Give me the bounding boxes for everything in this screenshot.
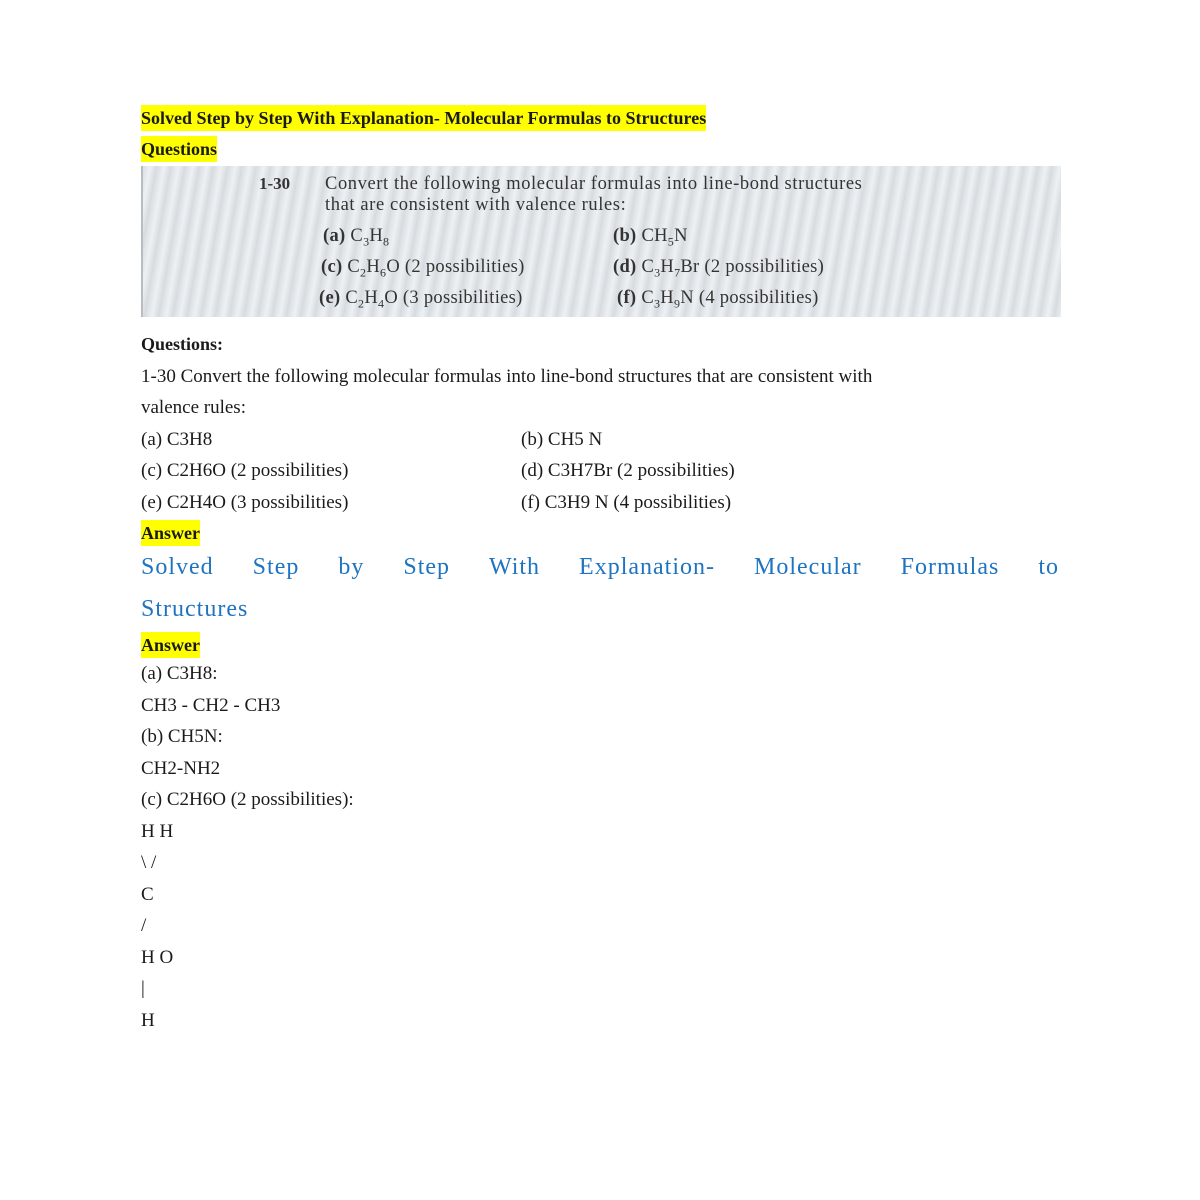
answer-line: (a) C3H8: <box>141 663 218 684</box>
document-page <box>141 105 1059 1036</box>
question-text-line-1: 1-30 Convert the following molecular formulas into line-bond structures that are consistent with <box>141 365 873 387</box>
problem-number: 1-30 <box>259 174 291 193</box>
answer-line: H O <box>141 946 174 968</box>
answer-line: CH3 - CH2 - CH3 <box>141 694 281 716</box>
blue-heading: Solved Step by Step With Explanation- Molecular Formulas to Structures <box>141 554 1059 622</box>
snapshot-item-e: (e) $C_2H_4O$ (3 possibilities) <box>319 288 523 311</box>
answer-line: (c) C2H6O (2 possibilities): <box>141 789 354 810</box>
questions-heading: Questions <box>141 136 217 162</box>
answer-line: / <box>141 915 147 936</box>
snapshot-item-b: (b) $CH_5N$ <box>613 226 688 249</box>
answer-body <box>141 658 1059 1036</box>
answer-line: | <box>141 978 145 999</box>
snapshot-item-a: (a) $C_3H_8$ <box>323 226 390 249</box>
snapshot-item-c: (c) $C_2H_6O$ (2 possibilities) <box>321 257 525 280</box>
answer-line: CH2-NH2 <box>141 757 221 779</box>
question-row: (e) C2H4O (3 possibilities) (f) C3H9 N (4 possibilities) <box>141 491 732 513</box>
answer-heading: Answer <box>141 520 200 546</box>
document-title: Solved Step by Step With Explanation- Molecular Formulas to Structures <box>141 105 706 131</box>
problem-prompt: Convert the following molecular formulas into line-bond structures that are consistent with valence rules: <box>325 174 863 215</box>
question-text-line-2: valence rules: <box>141 397 246 418</box>
snapshot-item-f: (f) $C_3H_9N$ (4 possibilities) <box>617 288 819 311</box>
answer-heading: Answer <box>141 632 200 658</box>
answer-line: C <box>141 883 154 905</box>
snapshot-item-d: (d) $C_3H_7Br$ (2 possibilities) <box>613 257 825 280</box>
questions-label: Questions: <box>141 334 224 354</box>
answer-line: \ / <box>141 852 157 873</box>
question-row: (c) C2H6O (2 possibilities) (d) C3H7Br (2 possibilities) <box>141 460 735 481</box>
answer-line: H <box>141 1009 155 1031</box>
answer-line: (b) CH5N: <box>141 726 223 747</box>
answer-line: H H <box>141 820 174 842</box>
question-snapshot-image <box>141 166 1061 317</box>
question-row: (a) C3H8 (b) CH5 N <box>141 428 603 450</box>
